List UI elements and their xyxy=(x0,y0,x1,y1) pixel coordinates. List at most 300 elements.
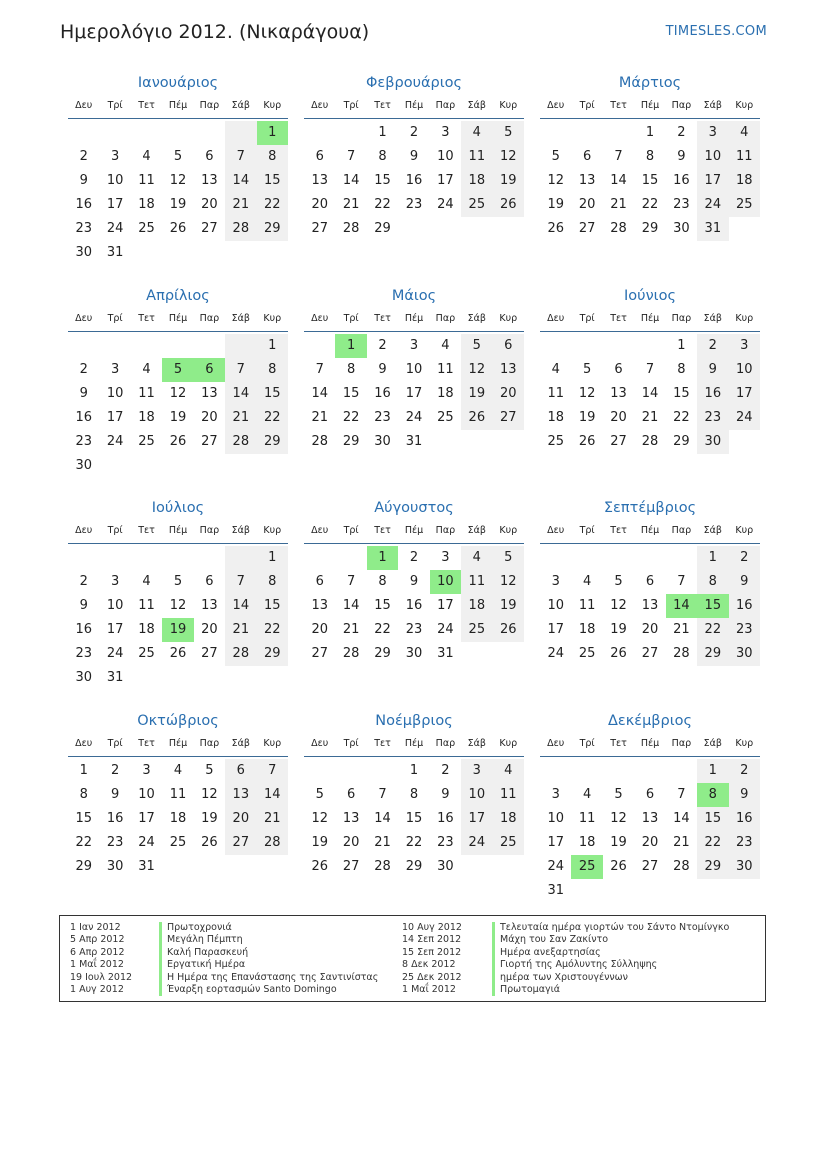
day-cell: 5 xyxy=(173,149,183,164)
weekday-header xyxy=(304,523,524,544)
day-cell: 26 xyxy=(461,406,492,430)
day-cell: 17 xyxy=(461,807,492,831)
day-cell: 18 xyxy=(138,409,155,425)
empty-day-cell xyxy=(666,879,697,903)
day-cell: 30 xyxy=(437,858,454,874)
day-cell: 12 xyxy=(493,570,524,594)
day-cell: 26 xyxy=(578,433,596,449)
holiday-day-cell: 25 xyxy=(571,855,602,879)
day-cell: 15 xyxy=(697,807,728,831)
day-cell: 17 xyxy=(106,622,124,637)
day-cell: 21 xyxy=(610,197,627,212)
day-cell: 3 xyxy=(551,786,560,802)
day-cell: 20 xyxy=(311,197,328,212)
weekday-label: Τετ xyxy=(374,525,391,536)
legend-date: 10 Αυγ 2012 xyxy=(402,922,462,933)
day-cell: 10 xyxy=(547,810,564,826)
day-grid xyxy=(540,546,760,666)
empty-day-cell xyxy=(634,546,665,570)
weekday-label: Κυρ xyxy=(499,100,518,111)
day-cell: 17 xyxy=(138,810,155,826)
empty-day-cell xyxy=(335,121,366,145)
month-calendar xyxy=(304,285,524,498)
day-cell: 26 xyxy=(610,858,627,874)
day-cell: 7 xyxy=(614,149,623,164)
month-calendar xyxy=(304,497,524,710)
day-cell: 12 xyxy=(461,358,492,382)
weekday-label: Παρ xyxy=(435,100,456,111)
day-cell: 28 xyxy=(342,221,360,236)
day-cell: 6 xyxy=(225,759,256,783)
legend-dates-left xyxy=(70,922,132,996)
holiday-day-cell: 19 xyxy=(162,618,193,642)
day-cell: 19 xyxy=(169,197,187,212)
day-cell: 21 xyxy=(673,834,690,850)
empty-day-cell xyxy=(225,855,256,879)
weekday-label: Κυρ xyxy=(263,100,282,111)
day-cell: 21 xyxy=(342,622,360,637)
day-cell: 29 xyxy=(641,221,659,236)
day-cell: 6 xyxy=(315,574,324,589)
legend-date: 1 Μαΐ 2012 xyxy=(402,983,456,995)
site-link[interactable]: TIMESLES.COM xyxy=(665,24,767,39)
day-cell: 19 xyxy=(493,594,524,618)
empty-day-cell xyxy=(194,855,225,879)
empty-day-cell xyxy=(571,121,602,145)
day-cell: 16 xyxy=(729,807,760,831)
weekday-label: Σάβ xyxy=(231,100,250,111)
weekday-label: Σάβ xyxy=(231,737,250,749)
legend-date: 8 Δεκ 2012 xyxy=(402,959,456,971)
day-grid xyxy=(68,759,288,879)
day-cell: 27 xyxy=(342,858,360,874)
empty-day-cell xyxy=(225,334,256,358)
day-cell: 21 xyxy=(342,197,360,212)
day-cell: 10 xyxy=(138,786,155,802)
day-cell: 7 xyxy=(225,145,256,169)
day-cell: 27 xyxy=(641,646,659,661)
day-cell: 31 xyxy=(697,217,728,241)
empty-day-cell xyxy=(729,217,760,241)
weekday-label: Τρί xyxy=(579,100,595,111)
legend-holiday-name: Εργατική Ημέρα xyxy=(159,959,378,971)
day-cell: 20 xyxy=(610,409,627,425)
weekday-label: Τρί xyxy=(107,737,123,749)
day-cell: 3 xyxy=(441,125,450,140)
day-cell: 11 xyxy=(461,570,492,594)
empty-day-cell xyxy=(162,855,193,879)
holiday-day-cell: 1 xyxy=(257,121,288,145)
weekday-label: Σάβ xyxy=(231,312,250,324)
day-cell: 24 xyxy=(697,193,728,217)
weekday-label: Κυρ xyxy=(735,737,754,749)
day-cell: 28 xyxy=(374,858,391,874)
day-cell: 23 xyxy=(729,831,760,855)
day-cell: 28 xyxy=(225,642,256,666)
weekday-header xyxy=(68,523,288,544)
empty-day-cell xyxy=(131,666,162,690)
weekday-header xyxy=(68,98,288,119)
empty-day-cell xyxy=(571,879,602,903)
month-name: Ιανουάριος xyxy=(137,75,219,91)
empty-day-cell xyxy=(162,546,193,570)
day-cell: 14 xyxy=(610,173,627,188)
legend-names-left xyxy=(159,922,378,996)
day-cell: 4 xyxy=(441,337,450,353)
day-cell: 13 xyxy=(610,385,627,401)
month-name: Απρίλιος xyxy=(146,287,210,304)
day-cell: 31 xyxy=(437,646,454,661)
weekday-label: Πέμ xyxy=(168,100,188,111)
day-cell: 4 xyxy=(461,121,492,145)
day-grid xyxy=(540,334,760,454)
weekday-label: Παρ xyxy=(199,525,220,536)
empty-day-cell xyxy=(225,121,256,145)
day-cell: 24 xyxy=(729,406,760,430)
day-cell: 2 xyxy=(79,361,88,377)
day-cell: 25 xyxy=(578,646,596,661)
day-cell: 12 xyxy=(610,810,627,826)
empty-day-cell xyxy=(99,546,130,570)
day-cell: 13 xyxy=(641,598,659,613)
day-cell: 18 xyxy=(578,834,596,850)
weekday-label: Τρί xyxy=(579,737,595,749)
weekday-label: Τετ xyxy=(138,737,155,749)
day-cell: 2 xyxy=(79,149,88,164)
day-cell: 26 xyxy=(547,221,564,236)
day-cell: 25 xyxy=(437,409,454,425)
day-cell: 11 xyxy=(138,173,155,188)
empty-day-cell xyxy=(571,334,602,358)
day-cell: 7 xyxy=(677,574,686,589)
day-cell: 25 xyxy=(547,433,564,449)
day-cell: 15 xyxy=(405,810,423,826)
legend-holiday-name: Ημέρα ανεξαρτησίας xyxy=(492,947,729,959)
weekday-header xyxy=(304,98,524,119)
day-cell: 17 xyxy=(547,622,564,637)
day-cell: 11 xyxy=(578,810,596,826)
empty-day-cell xyxy=(461,642,492,666)
day-cell: 18 xyxy=(729,169,760,193)
day-cell: 8 xyxy=(257,145,288,169)
empty-day-cell xyxy=(225,241,256,265)
weekday-header xyxy=(68,736,288,757)
empty-day-cell xyxy=(540,546,571,570)
day-cell: 14 xyxy=(342,598,360,613)
empty-day-cell xyxy=(225,546,256,570)
day-cell: 24 xyxy=(106,433,124,449)
day-cell: 17 xyxy=(405,385,423,401)
day-cell: 6 xyxy=(645,786,655,802)
day-cell: 3 xyxy=(551,574,560,589)
day-cell: 1 xyxy=(79,762,88,778)
day-cell: 7 xyxy=(315,361,324,377)
month-name: Ιούνιος xyxy=(624,287,676,304)
weekday-label: Κυρ xyxy=(735,525,754,536)
empty-day-cell xyxy=(461,855,492,879)
weekday-label: Πέμ xyxy=(640,100,660,111)
day-cell: 16 xyxy=(405,598,423,613)
day-cell: 5 xyxy=(551,149,560,164)
day-cell: 23 xyxy=(437,834,454,850)
day-cell: 21 xyxy=(673,622,690,637)
weekday-label: Κυρ xyxy=(263,525,282,536)
weekday-label: Κυρ xyxy=(263,737,282,749)
day-cell: 5 xyxy=(614,574,623,589)
day-cell: 5 xyxy=(493,121,524,145)
legend-holiday-name: Γιορτή της Αμόλυντης Σύλληψης xyxy=(492,959,729,971)
day-cell: 13 xyxy=(311,173,328,188)
day-cell: 19 xyxy=(493,169,524,193)
weekday-label: Δευ xyxy=(75,737,93,749)
day-cell: 22 xyxy=(697,831,728,855)
day-cell: 8 xyxy=(409,786,419,802)
weekday-label: Κυρ xyxy=(263,312,282,324)
day-cell: 22 xyxy=(75,834,92,850)
day-cell: 12 xyxy=(169,173,187,188)
day-cell: 16 xyxy=(374,385,391,401)
empty-day-cell xyxy=(257,241,288,265)
day-cell: 3 xyxy=(110,361,120,377)
day-cell: 5 xyxy=(614,786,623,802)
day-cell: 14 xyxy=(225,594,256,618)
empty-day-cell xyxy=(634,759,665,783)
day-cell: 18 xyxy=(138,197,155,212)
day-cell: 12 xyxy=(169,598,187,613)
weekday-label: Κυρ xyxy=(499,737,518,749)
weekday-label: Πέμ xyxy=(404,525,424,536)
weekday-label: Τρί xyxy=(343,525,359,536)
day-cell: 30 xyxy=(405,646,423,661)
day-cell: 27 xyxy=(201,221,218,236)
day-cell: 24 xyxy=(547,646,564,661)
day-cell: 10 xyxy=(461,783,492,807)
day-cell: 25 xyxy=(461,618,492,642)
weekday-label: Πέμ xyxy=(640,737,660,749)
day-cell: 15 xyxy=(75,810,92,826)
day-cell: 12 xyxy=(311,810,328,826)
empty-day-cell xyxy=(335,759,366,783)
legend-holiday-name: Τελευταία ημέρα γιορτών του Σάντο Ντομίνγκο xyxy=(492,922,729,934)
legend-holiday-name: Η Ημέρα της Επανάστασης της Σαντινίστας xyxy=(159,972,378,984)
legend-date: 19 Ιουλ 2012 xyxy=(70,971,133,983)
day-cell: 12 xyxy=(547,173,564,188)
weekday-label: Κυρ xyxy=(735,312,754,324)
day-cell: 18 xyxy=(169,810,187,826)
day-cell: 3 xyxy=(697,121,728,145)
empty-day-cell xyxy=(194,454,225,478)
day-cell: 21 xyxy=(225,193,256,217)
day-cell: 5 xyxy=(493,546,524,570)
day-grid xyxy=(68,121,288,265)
day-cell: 30 xyxy=(673,221,690,236)
day-cell: 30 xyxy=(75,457,92,473)
day-cell: 25 xyxy=(138,221,155,236)
day-cell: 6 xyxy=(645,574,655,589)
day-cell: 2 xyxy=(378,337,387,353)
day-cell: 7 xyxy=(225,358,256,382)
day-cell: 20 xyxy=(578,197,596,212)
day-cell: 15 xyxy=(374,598,391,613)
day-cell: 5 xyxy=(582,361,592,377)
day-cell: 28 xyxy=(311,433,328,449)
day-cell: 21 xyxy=(225,618,256,642)
day-cell: 28 xyxy=(225,217,256,241)
empty-day-cell xyxy=(194,241,225,265)
day-cell: 26 xyxy=(201,834,218,850)
day-cell: 28 xyxy=(225,430,256,454)
empty-day-cell xyxy=(131,241,162,265)
day-cell: 24 xyxy=(138,834,155,850)
empty-day-cell xyxy=(99,334,130,358)
weekday-label: Τρί xyxy=(579,525,595,536)
weekday-label: Τετ xyxy=(610,737,627,749)
weekday-label: Τρί xyxy=(343,100,359,111)
day-cell: 8 xyxy=(697,570,728,594)
day-cell: 1 xyxy=(257,546,288,570)
day-cell: 9 xyxy=(409,149,419,164)
month-calendar xyxy=(304,710,524,923)
day-cell: 26 xyxy=(610,646,627,661)
day-cell: 29 xyxy=(697,855,728,879)
day-grid xyxy=(304,759,524,879)
day-cell: 14 xyxy=(225,169,256,193)
day-cell: 26 xyxy=(311,858,328,874)
weekday-label: Σάβ xyxy=(231,525,250,536)
day-cell: 1 xyxy=(378,125,387,140)
holiday-legend xyxy=(59,915,766,1002)
empty-day-cell xyxy=(304,759,335,783)
empty-day-cell xyxy=(304,334,335,358)
day-cell: 22 xyxy=(673,409,690,425)
day-cell: 15 xyxy=(257,169,288,193)
weekday-label: Κυρ xyxy=(499,312,518,324)
weekday-label: Σάβ xyxy=(703,737,722,749)
day-cell: 24 xyxy=(106,221,124,236)
empty-day-cell xyxy=(634,334,665,358)
day-cell: 22 xyxy=(697,618,728,642)
day-cell: 21 xyxy=(257,807,288,831)
day-cell: 10 xyxy=(547,598,564,613)
day-cell: 16 xyxy=(75,409,92,425)
weekday-label: Παρ xyxy=(199,737,220,749)
day-cell: 29 xyxy=(673,433,690,449)
day-cell: 12 xyxy=(493,145,524,169)
day-cell: 17 xyxy=(547,834,564,850)
day-cell: 25 xyxy=(138,433,155,449)
day-cell: 8 xyxy=(378,574,387,589)
empty-day-cell xyxy=(225,666,256,690)
day-cell: 20 xyxy=(641,834,659,850)
day-cell: 29 xyxy=(257,430,288,454)
legend-date: 15 Σεπ 2012 xyxy=(402,946,462,958)
day-cell: 4 xyxy=(142,574,151,589)
day-cell: 19 xyxy=(201,810,218,826)
day-cell: 23 xyxy=(374,409,391,425)
empty-day-cell xyxy=(257,454,288,478)
day-cell: 13 xyxy=(578,173,596,188)
weekday-label: Τετ xyxy=(610,312,627,324)
day-cell: 31 xyxy=(547,882,564,898)
day-cell: 17 xyxy=(437,173,454,188)
weekday-label: Δευ xyxy=(547,312,565,324)
empty-day-cell xyxy=(571,759,602,783)
day-cell: 6 xyxy=(205,149,214,164)
day-cell: 8 xyxy=(645,149,655,164)
day-cell: 14 xyxy=(311,385,328,401)
empty-day-cell xyxy=(367,759,398,783)
weekday-label: Κυρ xyxy=(499,525,518,536)
weekday-label: Σάβ xyxy=(467,312,486,324)
weekday-label: Πέμ xyxy=(404,100,424,111)
weekday-label: Πέμ xyxy=(168,737,188,749)
day-cell: 19 xyxy=(461,382,492,406)
empty-day-cell xyxy=(603,546,634,570)
day-cell: 2 xyxy=(729,546,760,570)
day-cell: 6 xyxy=(493,334,524,358)
day-cell: 11 xyxy=(578,598,596,613)
day-cell: 18 xyxy=(461,594,492,618)
month-calendar xyxy=(540,710,760,923)
empty-day-cell xyxy=(131,454,162,478)
empty-day-cell xyxy=(430,430,461,454)
day-cell: 16 xyxy=(75,622,92,637)
month-calendar xyxy=(68,72,288,285)
day-cell: 20 xyxy=(201,622,218,637)
day-cell: 18 xyxy=(437,385,454,401)
empty-day-cell xyxy=(729,430,760,454)
day-cell: 16 xyxy=(673,173,690,188)
weekday-label: Δευ xyxy=(311,737,329,749)
day-cell: 12 xyxy=(169,385,187,401)
month-calendar xyxy=(540,285,760,498)
day-cell: 14 xyxy=(641,385,659,401)
day-cell: 16 xyxy=(437,810,454,826)
day-cell: 27 xyxy=(578,221,596,236)
empty-day-cell xyxy=(131,121,162,145)
empty-day-cell xyxy=(540,334,571,358)
month-name: Σεπτέμβριος xyxy=(603,500,697,516)
empty-day-cell xyxy=(461,430,492,454)
empty-day-cell xyxy=(493,855,524,879)
day-cell: 5 xyxy=(173,574,183,589)
day-cell: 13 xyxy=(311,598,328,613)
day-cell: 13 xyxy=(201,598,218,613)
day-cell: 22 xyxy=(405,834,423,850)
legend-date: 1 Μαΐ 2012 xyxy=(70,959,124,971)
weekday-header xyxy=(68,311,288,332)
legend-holiday-name: Πρωτομαγιά xyxy=(492,984,729,996)
day-cell: 29 xyxy=(342,433,360,449)
weekday-label: Τρί xyxy=(343,312,359,324)
day-cell: 25 xyxy=(461,193,492,217)
month-calendar xyxy=(540,72,760,285)
day-cell: 5 xyxy=(205,762,214,778)
day-cell: 29 xyxy=(374,646,391,661)
empty-day-cell xyxy=(99,454,130,478)
day-cell: 22 xyxy=(257,618,288,642)
day-cell: 20 xyxy=(225,807,256,831)
day-cell: 30 xyxy=(374,433,391,449)
day-cell: 11 xyxy=(437,361,454,377)
day-cell: 15 xyxy=(257,382,288,406)
day-grid xyxy=(68,546,288,690)
month-name: Μάιος xyxy=(391,287,437,304)
day-cell: 1 xyxy=(697,546,728,570)
weekday-label: Πέμ xyxy=(404,312,424,324)
day-cell: 10 xyxy=(106,173,124,188)
day-cell: 23 xyxy=(729,618,760,642)
